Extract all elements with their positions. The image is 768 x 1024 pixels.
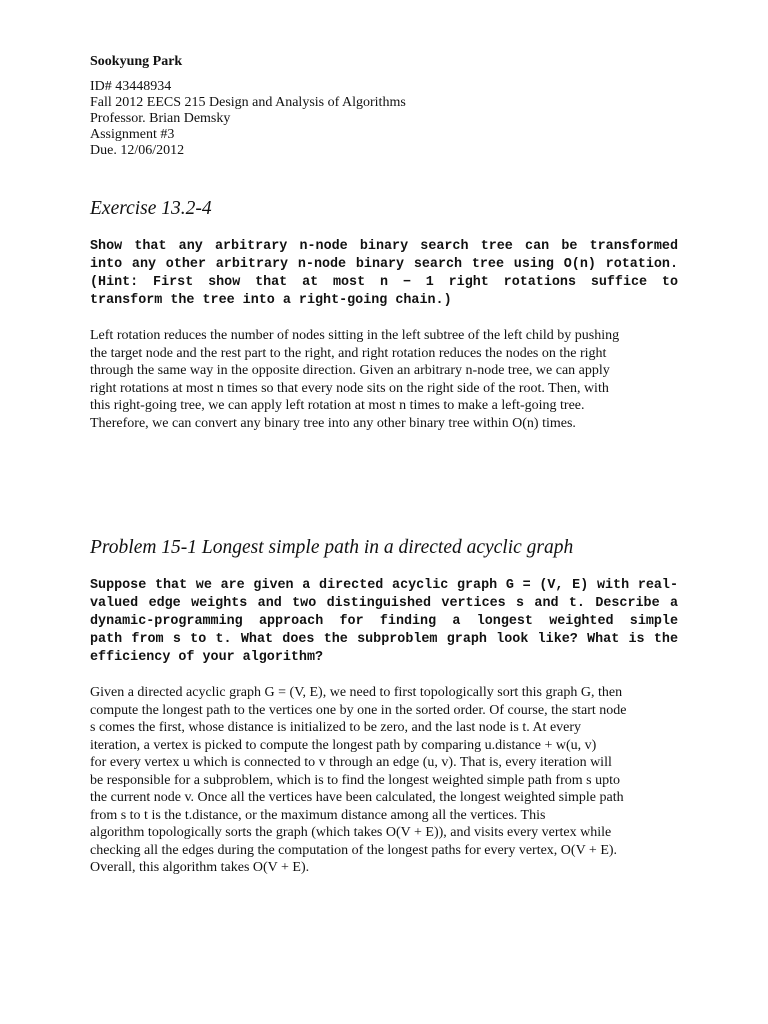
exercise-answer-line: Left rotation reduces the number of nodes sitting in the left subtree of the left child by pushing bbox=[90, 328, 620, 343]
problem-answer-line: the current node v. Once all the vertices have been calculated, the longest weighted simple path bbox=[90, 790, 624, 805]
problem-answer-line: algorithm topologically sorts the graph (which takes O(V + E)), and visits every vertex while bbox=[90, 825, 612, 840]
exercise-answer-line: Therefore, we can convert any binary tree into any other binary tree within O(n) times. bbox=[90, 415, 576, 431]
exercise-prompt-line: transform the tree into a right-going chain.) bbox=[90, 293, 452, 308]
exercise-prompt bbox=[90, 238, 678, 310]
exercise-answer-line: the target node and the rest part to the right, and right rotation reduces the nodes on the right bbox=[90, 345, 607, 361]
problem-answer-line: s comes the first, whose distance is initialized to be zero, and the last node is t. At every bbox=[90, 720, 582, 735]
document-header bbox=[90, 54, 690, 159]
exercise-prompt-line: into any other arbitrary n-node binary search tree using O(n) rotation. bbox=[90, 257, 678, 272]
problem-prompt-line: efficiency of your algorithm? bbox=[90, 650, 324, 665]
student-id: ID# 43448934 bbox=[90, 79, 172, 94]
due-date-line: Due. 12/06/2012 bbox=[90, 143, 185, 158]
exercise-prompt-line: (Hint: First show that at most n − 1 right rotations suffice to bbox=[90, 275, 678, 290]
exercise-answer-line: right rotations at most n times so that every node sits on the right side of the root. Then, with bbox=[90, 380, 609, 396]
problem-heading: Problem 15-1 Longest simple path in a directed acyclic graph bbox=[90, 537, 574, 558]
problem-prompt-line: Suppose that we are given a directed acyclic graph G = (V, E) with real- bbox=[90, 578, 678, 593]
problem-answer-line: from s to t is the t.distance, or the maximum distance among all the vertices. This bbox=[90, 807, 546, 823]
exercise-answer bbox=[90, 327, 680, 432]
problem-answer-line: be responsible for a subproblem, which is to find the longest weighted simple path from s upto bbox=[90, 772, 620, 788]
course-line: Fall 2012 EECS 215 Design and Analysis of Algorithms bbox=[90, 95, 406, 110]
problem-prompt-line: valued edge weights and two distinguished vertices s and t. Describe a bbox=[90, 596, 678, 611]
problem-answer-line: compute the longest path to the vertices one by one in the sorted order. Of course, the start node bbox=[90, 702, 627, 718]
problem-answer bbox=[90, 684, 680, 877]
professor-line: Professor. Brian Demsky bbox=[90, 111, 231, 126]
problem-answer-line: checking all the edges during the computation of the longest paths for every vertex, O(V + E). bbox=[90, 842, 618, 858]
exercise-answer-line: through the same way in the opposite direction. Given an arbitrary n-node tree, we can apply bbox=[90, 363, 610, 378]
author-name: Sookyung Park bbox=[90, 54, 183, 69]
problem-prompt-line: path from s to t. What does the subproblem graph look like? What is the bbox=[90, 632, 678, 647]
problem-answer-line: Given a directed acyclic graph G = (V, E), we need to first topologically sort this graph G, then bbox=[90, 685, 623, 700]
exercise-heading: Exercise 13.2-4 bbox=[90, 198, 212, 219]
problem-prompt-line: dynamic-programming approach for finding a longest weighted simple bbox=[90, 614, 678, 629]
exercise-answer-line: this right-going tree, we can apply left rotation at most n times to make a left-going tree. bbox=[90, 398, 585, 413]
assignment-line: Assignment #3 bbox=[90, 127, 175, 142]
problem-answer-line: for every vertex u which is connected to v through an edge (u, v). That is, every iteration will bbox=[90, 755, 612, 770]
problem-prompt bbox=[90, 577, 678, 667]
exercise-prompt-line: Show that any arbitrary n-node binary search tree can be transformed bbox=[90, 239, 678, 254]
problem-answer-line: Overall, this algorithm takes O(V + E). bbox=[90, 860, 310, 875]
problem-answer-line: iteration, a vertex is picked to compute the longest path by comparing u.distance + w(u, v) bbox=[90, 737, 597, 753]
